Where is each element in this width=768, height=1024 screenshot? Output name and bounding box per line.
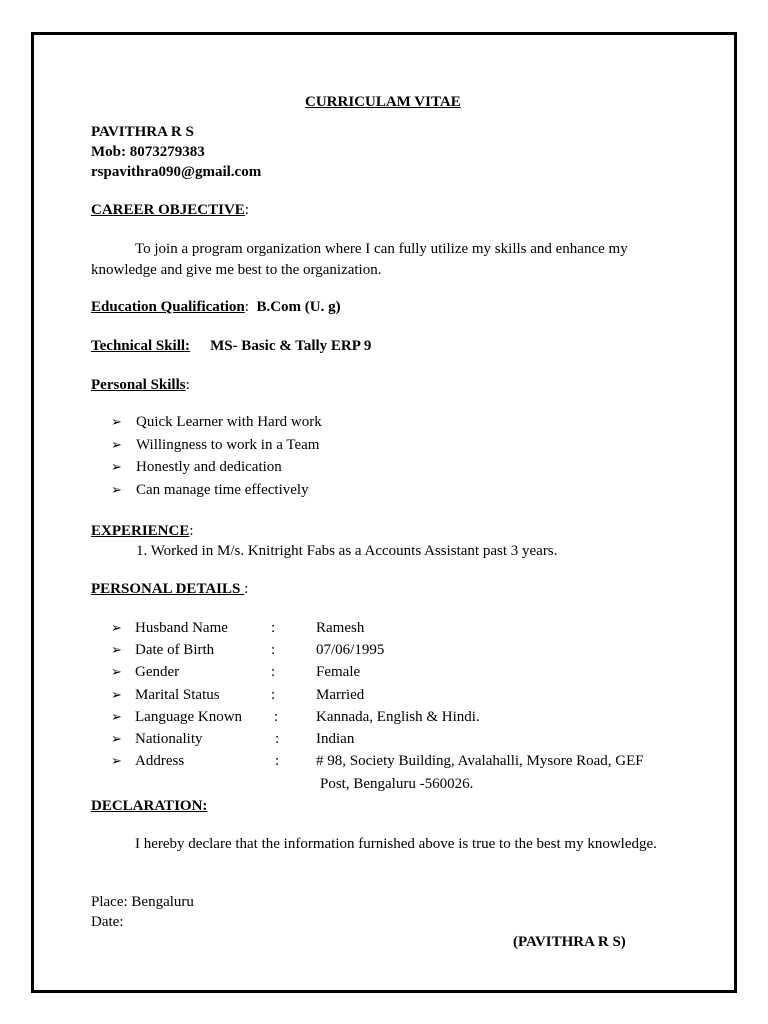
date-line: Date: bbox=[91, 914, 124, 930]
personal-skills-heading: Personal Skills bbox=[91, 377, 186, 393]
detail-colon: : bbox=[275, 731, 280, 747]
arrow-bullet-icon: ➢ bbox=[111, 664, 122, 679]
personal-skills-heading-row bbox=[91, 375, 190, 396]
declaration-heading-row bbox=[91, 796, 207, 817]
skill-text: Willingness to work in a Team bbox=[136, 436, 320, 453]
heading-colon: : bbox=[244, 299, 257, 315]
detail-colon: : bbox=[271, 642, 276, 658]
declaration-heading: DECLARATION: bbox=[91, 798, 208, 814]
detail-row-husband bbox=[91, 617, 691, 639]
candidate-email: rspavithra090@gmail.com bbox=[91, 164, 262, 180]
technical-skill-heading: Technical Skill: bbox=[91, 338, 191, 354]
arrow-bullet-icon: ➢ bbox=[111, 642, 122, 657]
detail-row-marital-status bbox=[91, 684, 691, 706]
place-line: Place: Bengaluru bbox=[91, 894, 194, 910]
arrow-bullet-icon: ➢ bbox=[111, 709, 122, 724]
detail-row-language bbox=[91, 706, 691, 728]
detail-colon: : bbox=[274, 709, 279, 725]
detail-row-gender bbox=[91, 661, 691, 683]
detail-label: Husband Name bbox=[135, 620, 228, 636]
technical-skill-value: MS- Basic & Tally ERP 9 bbox=[210, 338, 372, 354]
detail-row-address bbox=[91, 750, 691, 772]
career-objective-text: To join a program organization where I can fully utilize my skills and enhance my knowledge and give me best to the organization. bbox=[91, 241, 628, 278]
heading-colon: : bbox=[244, 581, 249, 597]
heading-colon: : bbox=[185, 377, 190, 393]
arrow-bullet-icon: ➢ bbox=[111, 620, 122, 635]
detail-colon: : bbox=[271, 620, 276, 636]
detail-value: # 98, Society Building, Avalahalli, Mysore Road, GEF bbox=[316, 753, 644, 769]
education-heading: Education Qualification bbox=[91, 299, 245, 315]
personal-details-heading: PERSONAL DETAILS bbox=[91, 581, 245, 597]
detail-value: Married bbox=[316, 687, 365, 703]
experience-heading: EXPERIENCE bbox=[91, 523, 190, 539]
document-title: CURRICULAM VITAE bbox=[305, 94, 461, 110]
detail-colon: : bbox=[271, 687, 276, 703]
detail-colon: : bbox=[271, 664, 276, 680]
arrow-bullet-icon: ➢ bbox=[111, 753, 122, 768]
arrow-bullet-icon: ➢ bbox=[111, 459, 122, 474]
arrow-bullet-icon: ➢ bbox=[111, 436, 122, 452]
career-objective-heading-row bbox=[91, 200, 249, 221]
skill-text: Quick Learner with Hard work bbox=[136, 414, 322, 430]
skill-text: Honestly and dedication bbox=[136, 459, 282, 475]
personal-skills-list bbox=[91, 411, 322, 501]
arrow-bullet-icon: ➢ bbox=[111, 731, 122, 746]
detail-value: Kannada, English & Hindi. bbox=[316, 709, 480, 725]
education-row bbox=[91, 297, 341, 318]
list-item bbox=[91, 434, 322, 457]
signature-name: (PAVITHRA R S) bbox=[513, 934, 626, 950]
detail-row-dob bbox=[91, 639, 691, 661]
detail-row-nationality bbox=[91, 728, 691, 750]
detail-label: Nationality bbox=[135, 731, 203, 747]
detail-label: Language Known bbox=[135, 709, 243, 725]
heading-colon: : bbox=[244, 202, 249, 218]
arrow-bullet-icon: ➢ bbox=[111, 687, 122, 702]
heading-colon: : bbox=[189, 523, 194, 539]
detail-value: Ramesh bbox=[316, 620, 365, 636]
declaration-text: I hereby declare that the information furnished above is true to the best my knowledge. bbox=[135, 836, 657, 852]
detail-value: Female bbox=[316, 664, 361, 680]
detail-label: Address bbox=[135, 753, 185, 769]
technical-skill-row bbox=[91, 336, 371, 357]
experience-heading-row bbox=[91, 521, 194, 542]
personal-details-heading-row bbox=[91, 579, 248, 600]
address-continuation: Post, Bengaluru -560026. bbox=[320, 776, 474, 792]
skill-text: Can manage time effectively bbox=[136, 481, 309, 498]
candidate-mobile: Mob: 8073279383 bbox=[91, 144, 205, 160]
detail-label: Gender bbox=[135, 664, 180, 680]
career-objective-heading: CAREER OBJECTIVE bbox=[91, 202, 245, 218]
list-item bbox=[91, 411, 322, 434]
list-item bbox=[91, 479, 322, 502]
arrow-bullet-icon: ➢ bbox=[111, 481, 122, 497]
detail-value: Indian bbox=[316, 731, 355, 747]
experience-item: 1. Worked in M/s. Knitright Fabs as a Accounts Assistant past 3 years. bbox=[136, 543, 558, 559]
detail-label: Marital Status bbox=[135, 687, 220, 703]
arrow-bullet-icon: ➢ bbox=[111, 414, 122, 429]
detail-value: 07/06/1995 bbox=[316, 642, 385, 658]
education-value: B.Com (U. g) bbox=[256, 299, 341, 315]
list-item bbox=[91, 456, 322, 479]
candidate-name: PAVITHRA R S bbox=[91, 124, 194, 140]
detail-colon: : bbox=[275, 753, 280, 769]
detail-label: Date of Birth bbox=[135, 642, 215, 658]
